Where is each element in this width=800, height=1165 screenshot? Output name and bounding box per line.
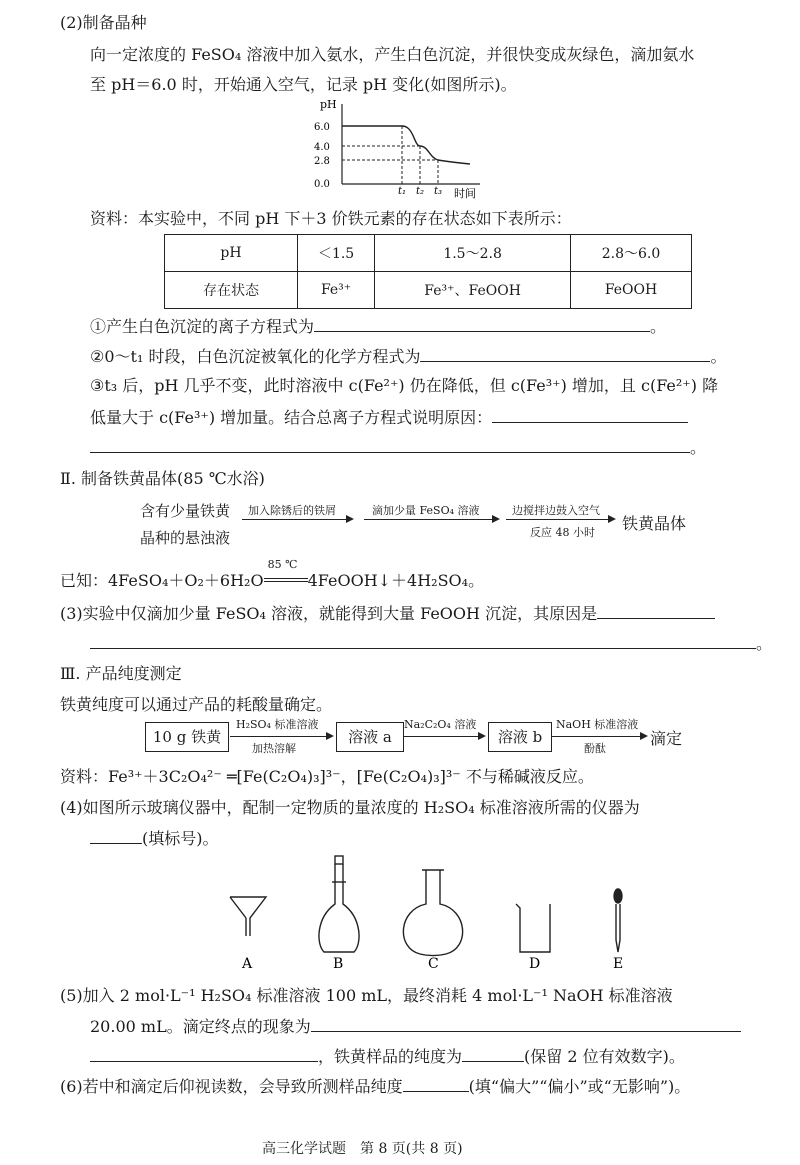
table-row [165, 272, 692, 309]
arrow2-top-label: Na₂C₂O₄ 溶液 [404, 718, 477, 731]
reaction-condition: 85 ℃ [267, 558, 298, 571]
ph-time-chart [310, 96, 500, 202]
flow-step3-bottom: 反应 48 小时 [530, 526, 595, 539]
ytick-0: 0.0 [314, 179, 330, 190]
subq-2: ②0～t₁ 时段，白色沉淀被氧化的化学方程式为 。 [90, 343, 726, 367]
flow-start-line1: 含有少量铁黄 [140, 502, 231, 520]
answer-blank-q6[interactable] [403, 1073, 469, 1092]
ph-state-table [164, 234, 692, 309]
arrow1-top-label: H₂SO₄ 标准溶液 [236, 718, 319, 731]
answer-blank-q3b[interactable] [90, 630, 756, 649]
flow-start-line2: 晶种的悬浊液 [140, 529, 231, 547]
q5-line3 [90, 1043, 685, 1067]
q2-paragraph-line2: 至 pH＝6.0 时，开始通入空气，记录 pH 变化(如图所示)。 [90, 75, 517, 94]
flow-step2-label: 滴加少量 FeSO₄ 溶液 [372, 504, 480, 517]
flow-box-solution-b: 溶液 b [488, 722, 552, 752]
q5-line1: (5)加入 2 mol·L⁻¹ H₂SO₄ 标准溶液 100 mL，最终消耗 4 mol·L⁻¹ NaOH 标准溶液 [60, 986, 673, 1005]
flow-arrow-a [230, 736, 332, 737]
answer-blank-q4[interactable] [90, 825, 142, 844]
known-equation [60, 558, 485, 591]
q3-line2: 。 [90, 630, 772, 654]
table-cell: 2.8～6.0 [571, 235, 692, 272]
volumetric-flask-icon [319, 856, 359, 952]
q4-line2 [90, 825, 219, 849]
flow-end-titration: 滴定 [650, 729, 683, 748]
q5-line3-text-a: ，铁黄样品的纯度为 [318, 1047, 463, 1066]
apparatus-figure [220, 852, 640, 972]
section-3-intro: 铁黄纯度可以通过产品的耗酸量确定。 [60, 695, 333, 714]
ytick-6: 6.0 [314, 122, 330, 133]
q4-line1: (4)如图所示玻璃仪器中，配制一定物质的量浓度的 H₂SO₄ 标准溶液所需的仪器为 [60, 798, 640, 817]
table-cell: ＜1.5 [298, 235, 375, 272]
q6 [60, 1073, 690, 1097]
xtick-t2: t₂ [416, 186, 425, 197]
answer-blank-1[interactable] [314, 313, 650, 332]
subq-3-text: 低量大于 c(Fe³⁺) 增加量。结合总离子方程式说明原因： [90, 408, 493, 427]
resource-1: 资料：本实验中，不同 pH 下＋3 价铁元素的存在状态如下表所示： [90, 209, 572, 228]
reaction-condition-arrow [264, 558, 308, 586]
chart-ylabel: pH [320, 98, 337, 111]
answer-blank-q5a[interactable] [311, 1013, 741, 1032]
subq-3-line2 [90, 404, 688, 428]
answer-blank-3b[interactable] [90, 434, 690, 453]
round-bottom-flask-icon [403, 870, 462, 956]
flow-end-product: 铁黄晶体 [622, 514, 687, 533]
beaker-icon [516, 904, 550, 952]
chart-xlabel: 时间 [454, 187, 476, 200]
resource-2: 资料：Fe³⁺＋3C₂O₄²⁻ ═[Fe(C₂O₄)₃]³⁻，[Fe(C₂O₄)₃]³⁻ 不与稀碱液反应。 [60, 767, 594, 786]
subq-1: ①产生白色沉淀的离子方程式为 。 [90, 313, 666, 337]
section-3-heading: Ⅲ. 产品纯度测定 [60, 664, 182, 683]
flow-arrow-c [552, 736, 646, 737]
flow-step3-top: 边搅拌边鼓入空气 [512, 504, 600, 517]
apparatus-label-C: C [428, 956, 439, 972]
q5-line2 [90, 1013, 741, 1037]
answer-blank-2[interactable] [420, 343, 710, 362]
answer-blank-3a[interactable] [492, 404, 688, 423]
apparatus-label-E: E [613, 956, 624, 972]
answer-blank-q5c[interactable] [462, 1043, 524, 1062]
arrow3-top-label: NaOH 标准溶液 [556, 718, 639, 731]
ph-curve [342, 126, 470, 164]
q3 [60, 600, 715, 624]
table-cell: Fe³⁺ [298, 272, 375, 309]
answer-blank-q5b[interactable] [90, 1043, 318, 1062]
q3-text: (3)实验中仅滴加少量 FeSO₄ 溶液，就能得到大量 FeOOH 沉淀，其原因是 [60, 604, 598, 623]
subq-3-line1: ③t₃ 后，pH 几乎不变，此时溶液中 c(Fe²⁺) 仍在降低，但 c(Fe³⁺) 增加，且 c(Fe²⁺) 降 [90, 376, 719, 395]
q2-heading: (2)制备晶种 [60, 13, 147, 32]
ytick-4: 4.0 [314, 142, 330, 153]
flow-arrow-b [404, 736, 484, 737]
q6-text-a: (6)若中和滴定后仰视读数，会导致所测样品纯度 [60, 1077, 403, 1096]
q6-text-b: (填“偏大”“偏小”或“无影响”)。 [468, 1077, 691, 1096]
table-cell: 1.5～2.8 [375, 235, 571, 272]
flow-arrow-3 [506, 519, 614, 520]
table-header-ph: pH [165, 235, 298, 272]
flow-arrow-2 [364, 519, 498, 520]
q5-line2-text: 20.00 mL。滴定终点的现象为 [90, 1017, 311, 1036]
flow-box-solution-a: 溶液 a [336, 722, 404, 752]
subq-1-text: ①产生白色沉淀的离子方程式为 [90, 317, 315, 336]
apparatus-label-B: B [333, 956, 344, 972]
dropper-icon [614, 889, 622, 952]
subq-3-line3: 。 [90, 434, 706, 458]
q2-paragraph-line1: 向一定浓度的 FeSO₄ 溶液中加入氨水，产生白色沉淀，并很快变成灰绿色，滴加氨水 [90, 45, 695, 64]
section-2-heading: Ⅱ. 制备铁黄晶体(85 ℃水浴) [60, 469, 265, 488]
flow-arrow-1 [242, 519, 352, 520]
xtick-t3: t₃ [434, 186, 443, 197]
table-header-state: 存在状态 [165, 272, 298, 309]
ytick-2.8: 2.8 [314, 156, 330, 167]
table-cell: FeOOH [571, 272, 692, 309]
q4-line2-text: (填标号)。 [142, 829, 219, 848]
xtick-t1: t₁ [398, 186, 407, 197]
arrow1-bottom-label: 加热溶解 [252, 742, 296, 755]
apparatus-label-A: A [242, 956, 253, 972]
table-cell: Fe³⁺、FeOOH [375, 272, 571, 309]
funnel-icon [230, 897, 266, 936]
q5-line3-text-b: (保留 2 位有效数字)。 [524, 1047, 685, 1066]
apparatus-label-D: D [529, 956, 541, 972]
answer-blank-q3a[interactable] [597, 600, 715, 619]
arrow3-bottom-label: 酚酞 [584, 742, 606, 755]
flow-box-iron-yellow: 10 g 铁黄 [145, 722, 229, 752]
known-equation-right: 4FeOOH↓＋4H₂SO₄。 [307, 571, 485, 590]
known-equation-left: 已知：4FeSO₄＋O₂＋6H₂O [60, 571, 264, 590]
flow-step1-label: 加入除锈后的铁屑 [248, 504, 336, 517]
subq-2-text: ②0～t₁ 时段，白色沉淀被氧化的化学方程式为 [90, 347, 421, 366]
page-footer: 高三化学试题 第 8 页(共 8 页) [262, 1141, 463, 1157]
table-row [165, 235, 692, 272]
